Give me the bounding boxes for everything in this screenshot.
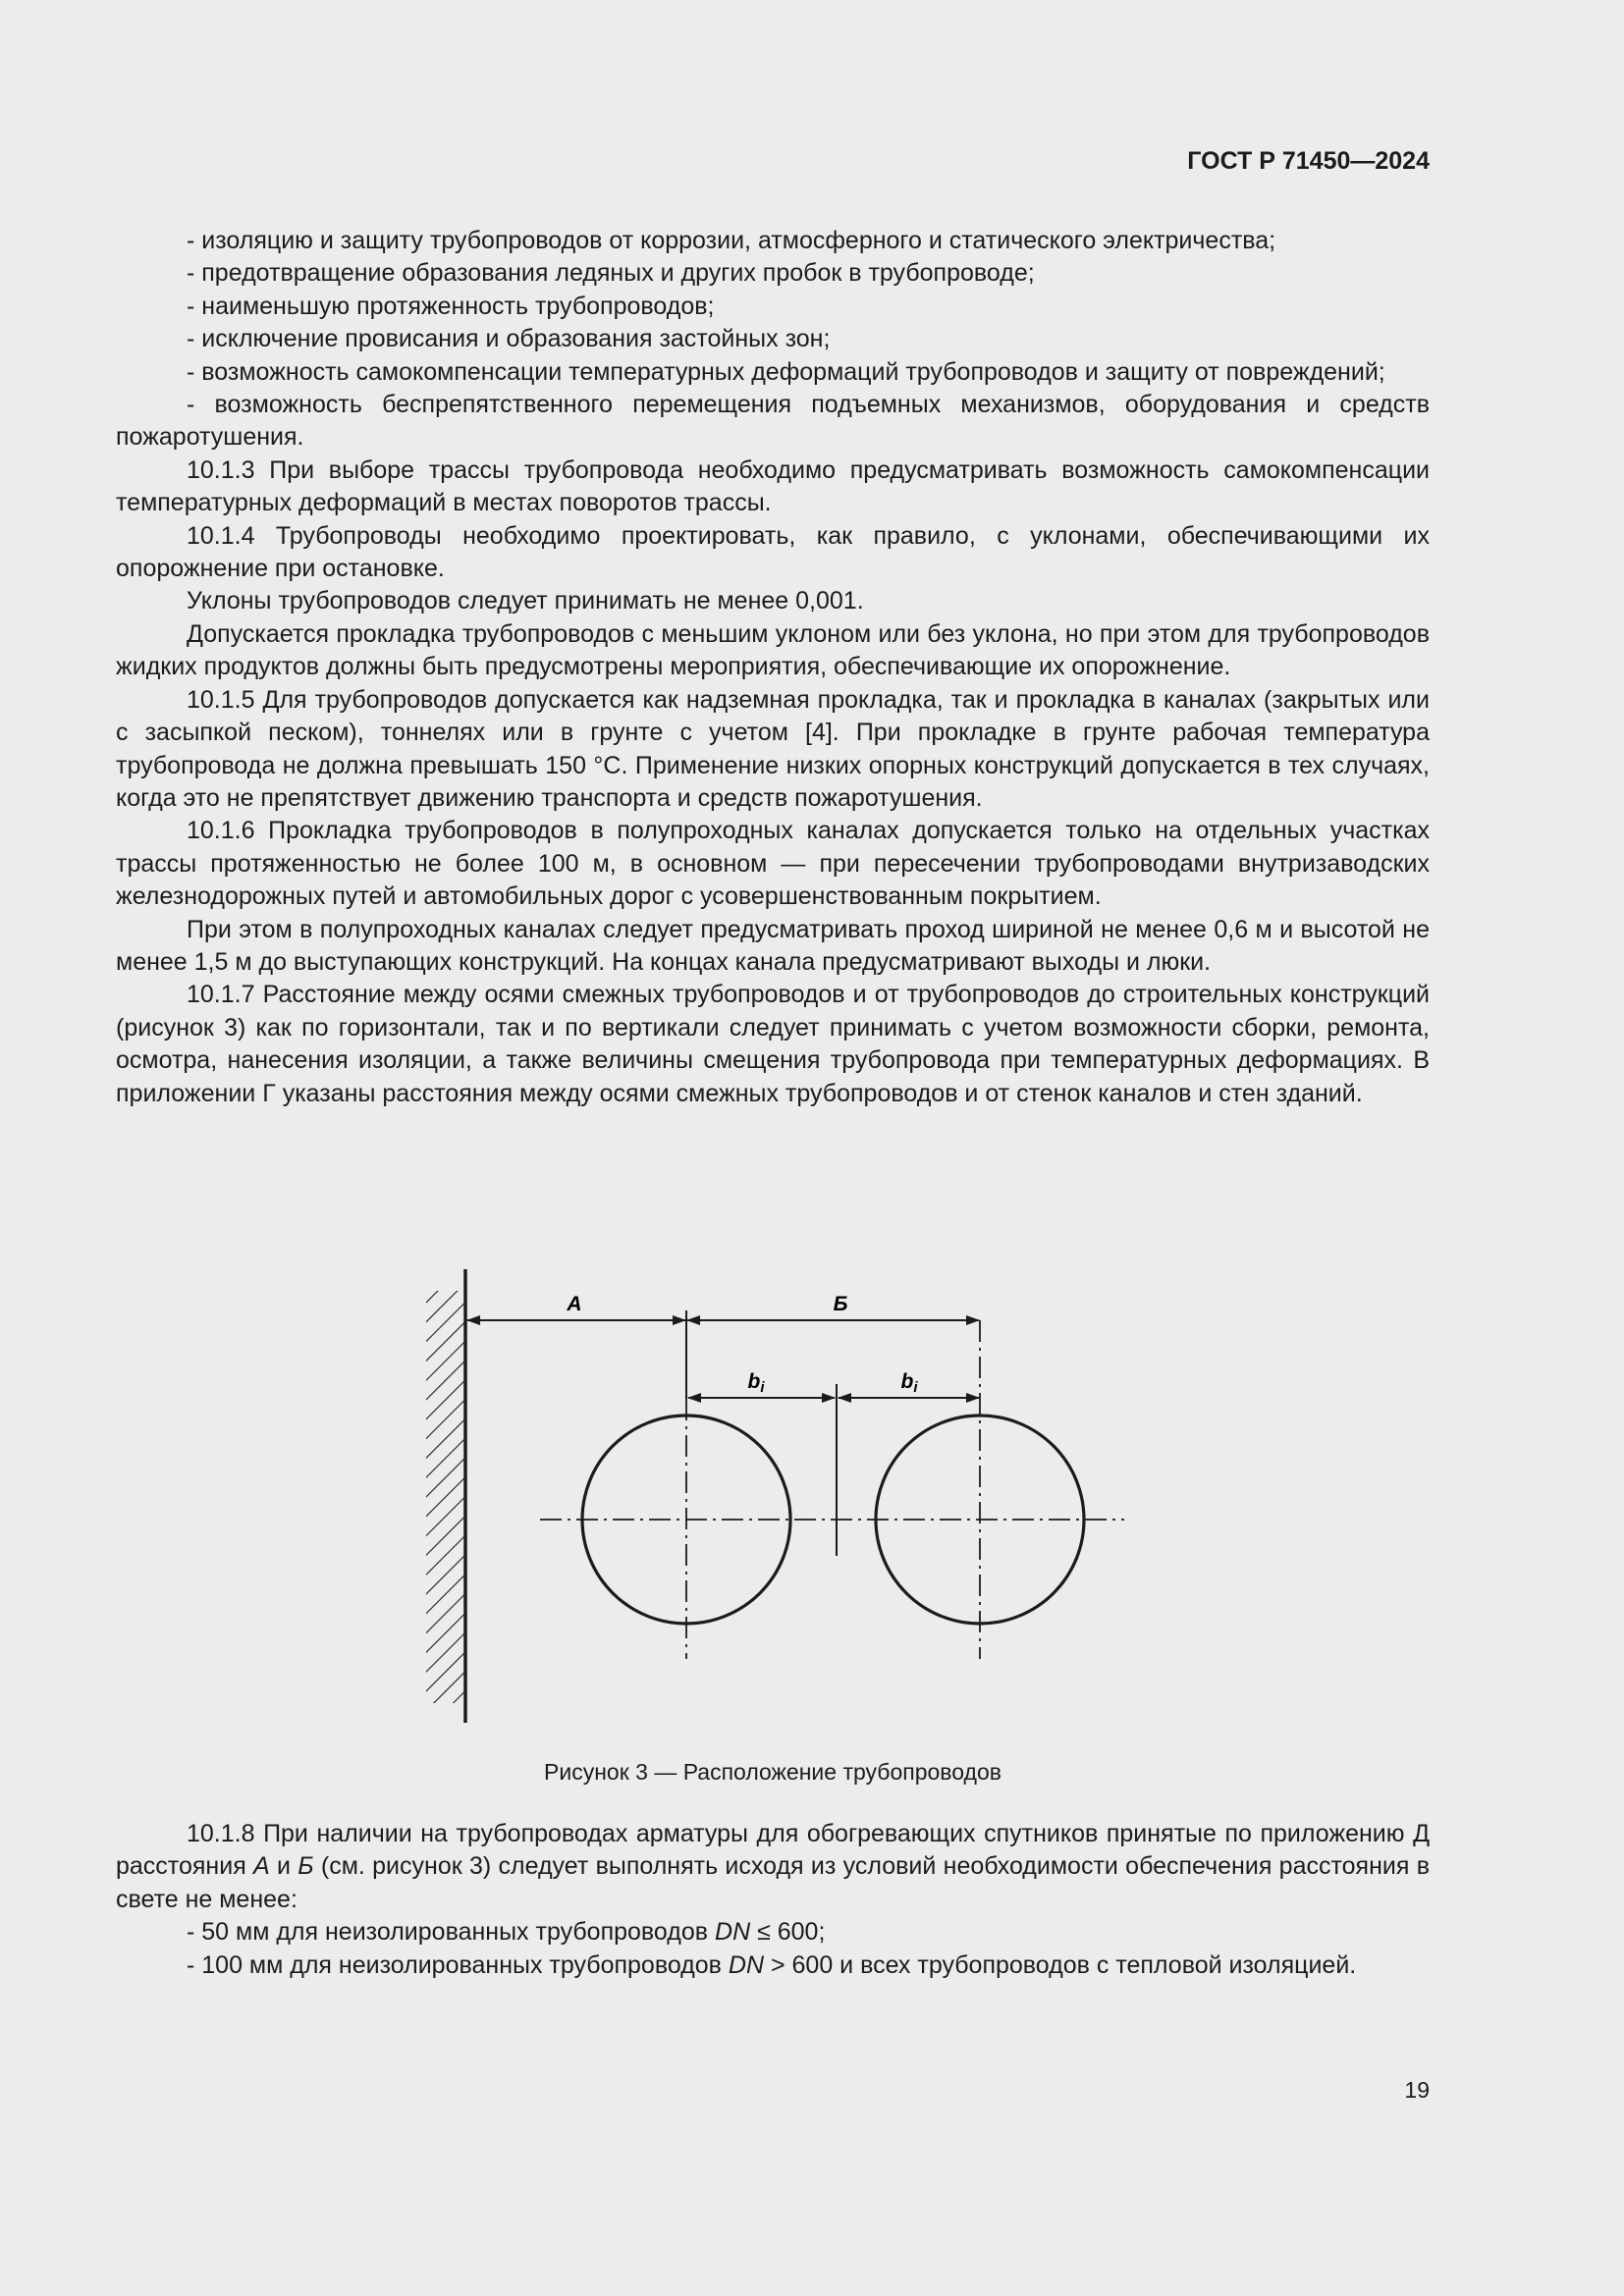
label-b1: bi <box>747 1370 765 1396</box>
label-b2: bi <box>900 1370 918 1396</box>
list-item: - изоляцию и защиту трубопроводов от коррозии, атмосферного и статического электричества; <box>187 227 1276 254</box>
paragraph: При этом в полупроходных каналах следует предусматривать проход шириной не менее 0,6 м и высотой не менее 1,5 м до выступающих конструкций. На концах канала предусматривают выходы и люки. <box>116 915 1430 976</box>
paragraph-10-1-8: 10.1.8 При наличии на трубопроводах арматуры для обогревающих спутников принятые по приложению Д расстояния А и Б (см. рисунок 3) следует выполнять исходя из условий необходимости обеспечения расстояния в свете не менее: <box>116 1820 1430 1913</box>
list-item: - исключение провисания и образования застойных зон; <box>187 325 831 353</box>
paragraph: Допускается прокладка трубопроводов с меньшим уклоном или без уклона, но при этом для трубопроводов жидких продуктов должны быть предусмотрены мероприятия, обеспечивающие их опорожнение. <box>116 619 1430 681</box>
body-text-bottom <box>116 1818 1430 1982</box>
label-b: Б <box>833 1293 848 1315</box>
paragraph-10-1-7: 10.1.7 Расстояние между осями смежных трубопроводов и от трубопроводов до строительных конструкций (рисунок 3) как по горизонтали, так и по вертикали следует принимать с учетом возможности сборки, ремонта, осмотра, нанесения изоляции, а также величины смещения трубопровода при температурных деформациях. В приложении Г указаны расстояния между осями смежных трубопроводов и от стенок каналов и стен зданий. <box>116 981 1430 1107</box>
paragraph-10-1-4: 10.1.4 Трубопроводы необходимо проектировать, как правило, с уклонами, обеспечивающими их опорожнение при остановке. <box>116 521 1430 583</box>
wall-hatching <box>426 1291 465 1703</box>
paragraph-10-1-6: 10.1.6 Прокладка трубопроводов в полупроходных каналах допускается только на отдельных участках трассы протяженностью не более 100 м, в основном — при пересечении трубопроводами внутризаводских железнодорожных путей и автомобильных дорог с усовершенствованным покрытием. <box>116 817 1430 911</box>
paragraph-10-1-3: 10.1.3 При выборе трассы трубопровода необходимо предусматривать возможность самокомпенсации температурных деформаций в местах поворотов трассы. <box>116 455 1430 517</box>
list-item: - 100 мм для неизолированных трубопроводов DN > 600 и всех трубопроводов с тепловой изоляцией. <box>187 1950 1357 1979</box>
figure-caption: Рисунок 3 — Расположение трубопроводов <box>544 1759 1001 1785</box>
list-item: - 50 мм для неизолированных трубопроводов DN ≤ 600; <box>187 1918 826 1947</box>
page-number: 19 <box>1404 2077 1430 2103</box>
list-item: - возможность беспрепятственного перемещения подъемных механизмов, оборудования и средств пожаротушения. <box>116 391 1430 452</box>
document-header: ГОСТ Р 71450—2024 <box>1187 147 1430 175</box>
figure-pipeline-layout <box>0 1261 1624 1733</box>
list-item: - возможность самокомпенсации температурных деформаций трубопроводов и защиту от повреждений; <box>187 357 1385 386</box>
paragraph: Уклоны трубопроводов следует принимать не менее 0,001. <box>187 587 864 615</box>
paragraph-10-1-5: 10.1.5 Для трубопроводов допускается как надземная прокладка, так и прокладка в каналах (закрытых или с засыпкой песком), тоннелях или в грунте с учетом [4]. При прокладке в грунте рабочая температура трубопровода не должна превышать 150 °С. Применение низких опорных конструкций допускается в тех случаях, когда это не препятствует движению транспорта и средств пожаротушения. <box>116 685 1430 812</box>
list-item: - предотвращение образования ледяных и других пробок в трубопроводе; <box>187 259 1035 288</box>
label-a: А <box>567 1293 582 1315</box>
pipeline-diagram <box>0 1261 1624 1733</box>
body-text-top <box>116 225 1430 1110</box>
list-item: - наименьшую протяженность трубопроводов; <box>187 292 715 320</box>
